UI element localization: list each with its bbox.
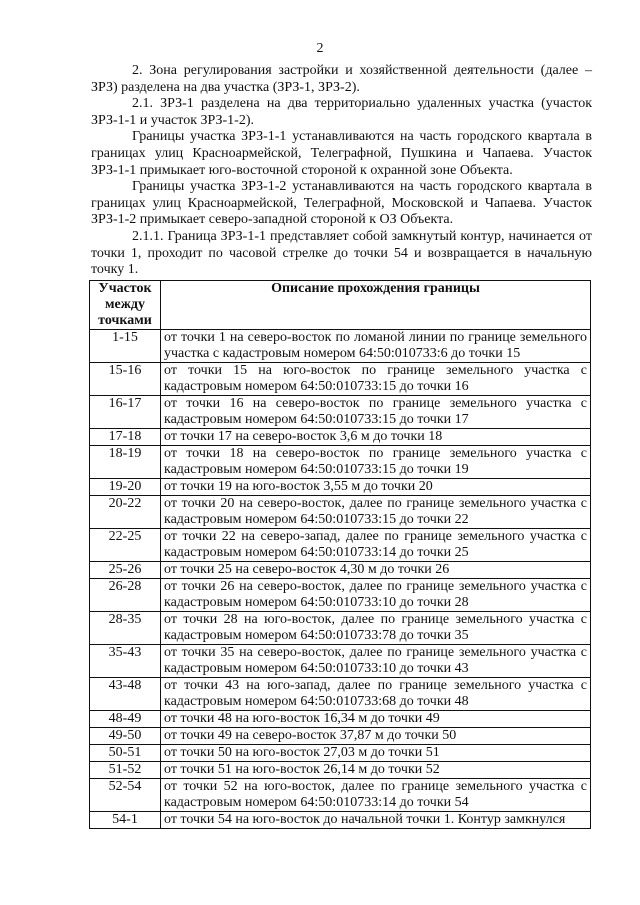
segment-cell: 25-26 xyxy=(90,562,161,579)
table-row xyxy=(90,496,591,529)
description-cell: от точки 1 на северо-восток по ломаной линии по границе земельного участка с кадастровым номером 64:50:010733:6 до точки 15 xyxy=(161,330,591,363)
description-cell: от точки 15 на юго-восток по границе земельного участка с кадастровым номером 64:50:010733:15 до точки 16 xyxy=(161,363,591,396)
table-row xyxy=(90,812,591,829)
paragraph-zrz1-1-contour: 2.1.1. Граница ЗРЗ-1-1 представляет собой замкнутый контур, начинается от точки 1, проходит по часовой стрелке до точки 54 и возвращается в начальную точку 1. xyxy=(91,228,592,278)
description-cell: от точки 52 на юго-восток, далее по границе земельного участка с кадастровым номером 64:50:010733:14 до точки 54 xyxy=(161,779,591,812)
paragraph-zrz1-split: 2.1. ЗРЗ-1 разделена на два территориально удаленных участка (участок ЗРЗ-1-1 и участок ЗРЗ-1-2). xyxy=(91,96,592,128)
description-cell: от точки 22 на северо-запад, далее по границе земельного участка с кадастровым номером 64:50:010733:14 до точки 25 xyxy=(161,529,591,562)
description-cell: от точки 35 на северо-восток, далее по границе земельного участка с кадастровым номером 64:50:010733:10 до точки 43 xyxy=(161,645,591,678)
table-row xyxy=(90,762,591,779)
paragraph-zrz-zone: 2. Зона регулирования застройки и хозяйственной деятельности (далее – ЗРЗ) разделена на два участка (ЗРЗ-1, ЗРЗ-2). xyxy=(91,63,592,95)
paragraph-zrz1-2-bounds: Границы участка ЗРЗ-1-2 устанавливаются на часть городского квартала в границах улиц Красноармейской, Телеграфной, Московской и Чапаева. Участок ЗРЗ-1-2 примыкает северо-западной стороной к ОЗ Объекта. xyxy=(91,179,592,228)
segment-cell: 22-25 xyxy=(90,529,161,562)
segment-cell: 50-51 xyxy=(90,745,161,762)
page-number: 2 xyxy=(316,41,324,56)
segment-cell: 18-19 xyxy=(90,446,161,479)
table-row xyxy=(90,612,591,645)
table-row xyxy=(90,745,591,762)
description-cell: от точки 19 на юго-восток 3,55 м до точки 20 xyxy=(161,479,591,496)
segment-cell: 43-48 xyxy=(90,678,161,711)
table-row xyxy=(90,711,591,728)
description-cell: от точки 48 на юго-восток 16,34 м до точки 49 xyxy=(161,711,591,728)
table-header-row xyxy=(90,281,591,330)
segment-cell: 17-18 xyxy=(90,429,161,446)
segment-cell: 28-35 xyxy=(90,612,161,645)
description-cell: от точки 50 на юго-восток 27,03 м до точки 51 xyxy=(161,745,591,762)
table-row xyxy=(90,728,591,745)
description-cell: от точки 20 на северо-восток, далее по границе земельного участка с кадастровым номером 64:50:010733:15 до точки 22 xyxy=(161,496,591,529)
segment-cell: 20-22 xyxy=(90,496,161,529)
description-cell: от точки 43 на юго-запад, далее по границе земельного участка с кадастровым номером 64:50:010733:68 до точки 48 xyxy=(161,678,591,711)
table-row xyxy=(90,479,591,496)
table-row xyxy=(90,562,591,579)
description-cell: от точки 18 на северо-восток по границе земельного участка с кадастровым номером 64:50:010733:15 до точки 19 xyxy=(161,446,591,479)
segment-cell: 15-16 xyxy=(90,363,161,396)
table-row xyxy=(90,678,591,711)
segment-cell: 1-15 xyxy=(90,330,161,363)
description-cell: от точки 26 на северо-восток, далее по границе земельного участка с кадастровым номером 64:50:010733:10 до точки 28 xyxy=(161,579,591,612)
table-row xyxy=(90,779,591,812)
table-row xyxy=(90,579,591,612)
boundary-table xyxy=(89,280,591,829)
table-row xyxy=(90,429,591,446)
table-row xyxy=(90,363,591,396)
paragraph-zrz1-1-bounds: Границы участка ЗРЗ-1-1 устанавливаются на часть городского квартала в границах улиц Красноармейской, Телеграфной, Пушкина и Чапаева. Участок ЗРЗ-1-1 примыкает юго-восточной стороной к охранной зоне Объекта. xyxy=(91,129,592,178)
segment-cell: 52-54 xyxy=(90,779,161,812)
segment-cell: 54-1 xyxy=(90,812,161,829)
table-row xyxy=(90,396,591,429)
header-segment-line: точками xyxy=(98,313,152,328)
description-cell: от точки 54 на юго-восток до начальной точки 1. Контур замкнулся xyxy=(161,812,591,829)
description-cell: от точки 49 на северо-восток 37,87 м до точки 50 xyxy=(161,728,591,745)
header-segment-line: между xyxy=(105,297,145,312)
segment-cell: 51-52 xyxy=(90,762,161,779)
header-description: Описание прохождения границы xyxy=(161,281,591,330)
segment-cell: 19-20 xyxy=(90,479,161,496)
description-cell: от точки 51 на юго-восток 26,14 м до точки 52 xyxy=(161,762,591,779)
description-cell: от точки 16 на северо-восток по границе земельного участка с кадастровым номером 64:50:010733:15 до точки 17 xyxy=(161,396,591,429)
table-row xyxy=(90,330,591,363)
segment-cell: 16-17 xyxy=(90,396,161,429)
header-segment-line: Участок xyxy=(98,281,152,296)
table-row xyxy=(90,446,591,479)
header-segment xyxy=(90,281,161,330)
description-cell: от точки 17 на северо-восток 3,6 м до точки 18 xyxy=(161,429,591,446)
table-row xyxy=(90,529,591,562)
segment-cell: 26-28 xyxy=(90,579,161,612)
description-cell: от точки 25 на северо-восток 4,30 м до точки 26 xyxy=(161,562,591,579)
description-cell: от точки 28 на юго-восток, далее по границе земельного участка с кадастровым номером 64:50:010733:78 до точки 35 xyxy=(161,612,591,645)
body-text xyxy=(91,63,592,279)
segment-cell: 49-50 xyxy=(90,728,161,745)
segment-cell: 48-49 xyxy=(90,711,161,728)
segment-cell: 35-43 xyxy=(90,645,161,678)
table-row xyxy=(90,645,591,678)
